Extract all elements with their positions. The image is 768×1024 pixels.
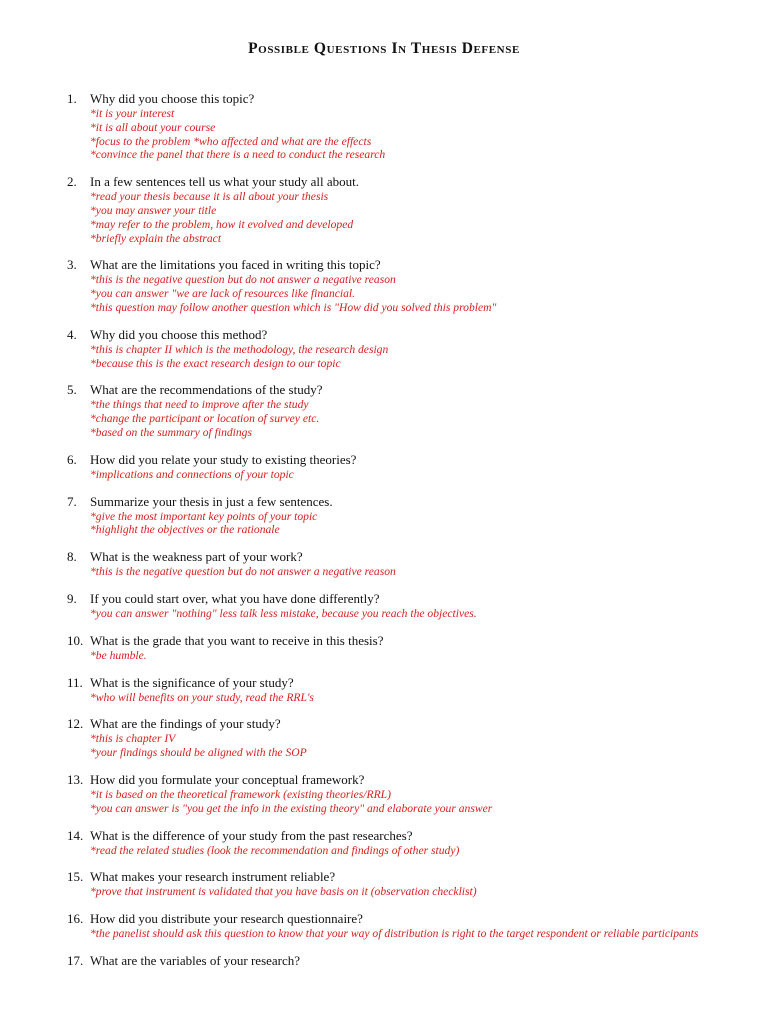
- question-number: 15.: [67, 869, 84, 885]
- answer-tip: *this is chapter IV: [90, 732, 176, 746]
- question-number: 5.: [67, 382, 77, 398]
- question-item: [0, 328, 768, 371]
- question-number: 6.: [67, 451, 77, 467]
- answer-tip: *read your thesis because it is all about your thesis: [90, 190, 329, 204]
- question-item: [0, 92, 768, 162]
- question-item: [0, 634, 768, 663]
- question-item: [0, 676, 768, 705]
- answer-tip: *be humble.: [90, 648, 147, 662]
- question-item: [0, 175, 768, 245]
- question-number: 17.: [67, 952, 84, 968]
- question-number: 13.: [67, 771, 84, 787]
- question-item: [0, 258, 768, 314]
- answer-tip: *this is the negative question but do not answer a negative reason: [90, 273, 396, 287]
- answer-tip: *it is based on the theoretical framework (existing theories/RRL): [90, 787, 391, 801]
- question-item: [0, 453, 768, 482]
- question-text: What is the significance of your study?: [90, 674, 294, 690]
- answer-tip: *change the participant or location of survey etc.: [90, 412, 320, 426]
- question-number: 8.: [67, 549, 77, 565]
- question-text: What makes your research instrument reliable?: [90, 869, 336, 885]
- question-number: 12.: [67, 716, 84, 732]
- answer-tip: *the panelist should ask this question to know that your way of distribution is right to the target respondent or reliable participants: [90, 927, 699, 941]
- question-number: 9.: [67, 590, 77, 606]
- question-text: What are the findings of your study?: [90, 716, 281, 732]
- question-text: What are the recommendations of the study?: [90, 382, 323, 398]
- answer-tip: *you can answer is "you get the info in the existing theory" and elaborate your answer: [90, 801, 493, 815]
- question-number: 14.: [67, 827, 84, 843]
- question-number: 7.: [67, 493, 77, 509]
- answer-tip: *convince the panel that there is a need to conduct the research: [90, 148, 386, 162]
- answer-tip: *this question may follow another question which is "How did you solved this problem": [90, 300, 497, 314]
- answer-tip: *read the related studies (look the recommendation and findings of other study): [90, 843, 460, 857]
- question-item: [0, 550, 768, 579]
- question-item: [0, 773, 768, 816]
- question-text: What is the weakness part of your work?: [90, 549, 303, 565]
- answer-tip: *because this is the exact research design to our topic: [90, 356, 341, 370]
- question-item: [0, 383, 768, 439]
- answer-tip: *it is your interest: [90, 107, 175, 120]
- answer-tip: *briefly explain the abstract: [90, 231, 222, 245]
- question-number: 10.: [67, 632, 84, 648]
- answer-tip: *may refer to the problem, how it evolved and developed: [90, 217, 354, 231]
- question-text: In a few sentences tell us what your study all about.: [90, 174, 359, 190]
- questions-list: [0, 92, 768, 981]
- answer-tip: *you can answer "nothing" less talk less mistake, because you reach the objectives.: [90, 606, 477, 620]
- answer-tip: *who will benefits on your study, read the RRL's: [90, 690, 314, 704]
- question-text: How did you formulate your conceptual framework?: [90, 771, 365, 787]
- document-title: Possible Questions In Thesis Defense: [248, 40, 520, 57]
- question-text: What are the limitations you faced in writing this topic?: [90, 257, 381, 273]
- question-item: [0, 717, 768, 760]
- question-item: [0, 912, 768, 941]
- question-number: 2.: [67, 174, 77, 190]
- answer-tip: *based on the summary of findings: [90, 425, 252, 439]
- answer-tip: *highlight the objectives or the rationale: [90, 523, 280, 537]
- answer-tip: *the things that need to improve after the study: [90, 398, 309, 412]
- question-text: Why did you choose this method?: [90, 326, 268, 342]
- question-number: 3.: [67, 257, 77, 273]
- question-item: [0, 870, 768, 899]
- question-text: What are the variables of your research?: [90, 952, 301, 968]
- answer-tip: *implications and connections of your topic: [90, 467, 294, 481]
- answer-tip: *you may answer your title: [90, 203, 217, 217]
- question-number: 11.: [67, 674, 83, 690]
- question-text: Why did you choose this topic?: [90, 91, 255, 106]
- question-number: 16.: [67, 911, 84, 927]
- question-item: [0, 829, 768, 858]
- answer-tip: *it is all about your course: [90, 120, 216, 134]
- answer-tip: *this is the negative question but do not answer a negative reason: [90, 565, 396, 579]
- answer-tip: *you can answer "we are lack of resources like financial.: [90, 287, 356, 301]
- question-number: 4.: [67, 326, 77, 342]
- question-number: 1.: [67, 91, 77, 106]
- answer-tip: *give the most important key points of your topic: [90, 509, 318, 523]
- question-text: If you could start over, what you have done differently?: [90, 590, 380, 606]
- question-text: How did you distribute your research questionnaire?: [90, 911, 363, 927]
- question-text: What is the difference of your study from the past researches?: [90, 827, 413, 843]
- question-item: [0, 592, 768, 621]
- question-text: What is the grade that you want to receive in this thesis?: [90, 632, 384, 648]
- answer-tip: *your findings should be aligned with the SOP: [90, 746, 307, 760]
- answer-tip: *this is chapter II which is the methodology, the research design: [90, 342, 389, 356]
- answer-tip: *prove that instrument is validated that you have basis on it (observation checklist): [90, 885, 477, 899]
- question-item: [0, 954, 768, 968]
- question-text: How did you relate your study to existing theories?: [90, 451, 357, 467]
- question-text: Summarize your thesis in just a few sentences.: [90, 493, 333, 509]
- question-item: [0, 495, 768, 538]
- answer-tip: *focus to the problem *who affected and what are the effects: [90, 134, 372, 148]
